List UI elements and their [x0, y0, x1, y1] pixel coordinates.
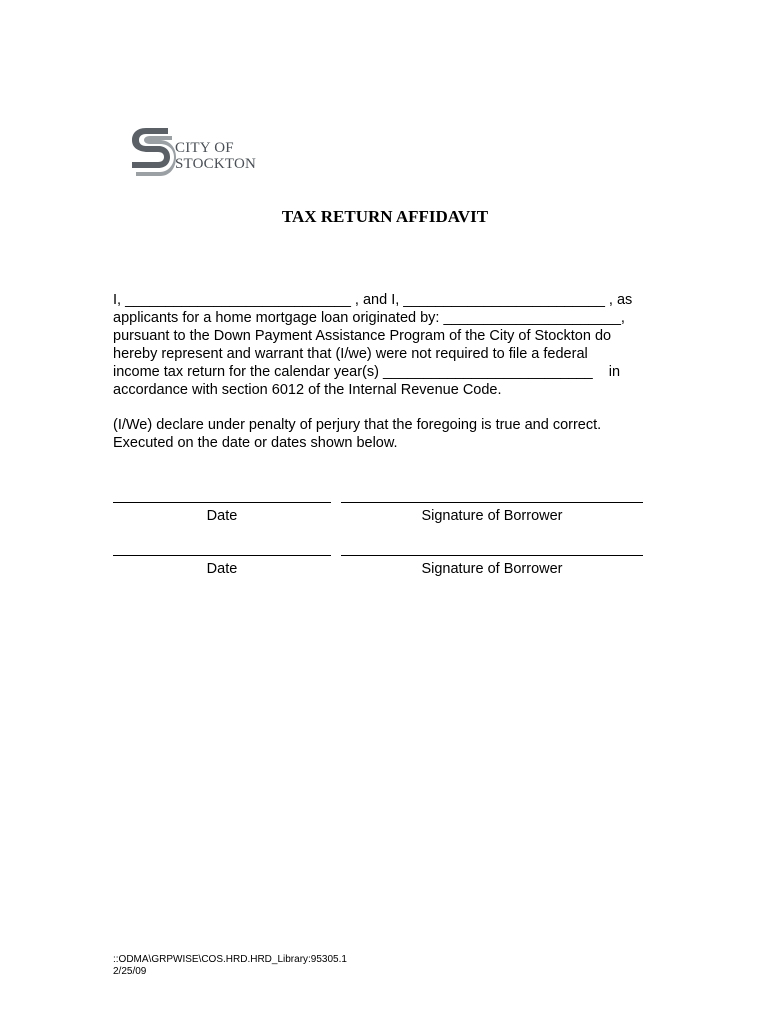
paragraph-line: I, ____________________________ , and I, _________________________ , as: [113, 292, 633, 308]
date-label: Date: [206, 508, 238, 524]
logo-line-1: CITY OF: [175, 140, 234, 156]
signature-label: Signature of Borrower: [421, 508, 563, 524]
paragraph-line: hereby represent and warrant that (I/we) were not required to file a federal: [113, 346, 588, 362]
paragraph-line: income tax return for the calendar year(s) __________________________ in: [113, 364, 621, 380]
document-title: TAX RETURN AFFIDAVIT: [281, 207, 489, 226]
signature-row-2: [113, 555, 643, 595]
signature-row-1: [113, 502, 643, 542]
paragraph-line: applicants for a home mortgage loan originated by: ______________________,: [113, 310, 625, 326]
paragraph-line: pursuant to the Down Payment Assistance Program of the City of Stockton do: [113, 328, 612, 344]
paragraph-line: accordance with section 6012 of the Internal Revenue Code.: [113, 382, 502, 398]
date-line[interactable]: [113, 502, 331, 503]
logo-text: [175, 140, 256, 172]
paragraph-line: Executed on the date or dates shown below.: [113, 435, 398, 451]
logo-line-2: STOCKTON: [175, 156, 257, 172]
declaration-paragraph: [113, 416, 673, 452]
signature-line[interactable]: [341, 502, 643, 503]
footer-path: ::ODMA\GRPWISE\COS.HRD.HRD_Library:95305.1: [113, 954, 347, 965]
signature-line[interactable]: [341, 555, 643, 556]
date-label: Date: [206, 561, 238, 577]
document-footer: [113, 954, 347, 978]
city-of-stockton-s-logo-icon: [128, 124, 176, 180]
city-logo: [128, 124, 268, 180]
date-line[interactable]: [113, 555, 331, 556]
signature-label: Signature of Borrower: [421, 561, 563, 577]
footer-date: 2/25/09: [113, 966, 147, 977]
affidavit-paragraph: [113, 291, 673, 399]
paragraph-line: (I/We) declare under penalty of perjury that the foregoing is true and correct.: [113, 417, 602, 433]
